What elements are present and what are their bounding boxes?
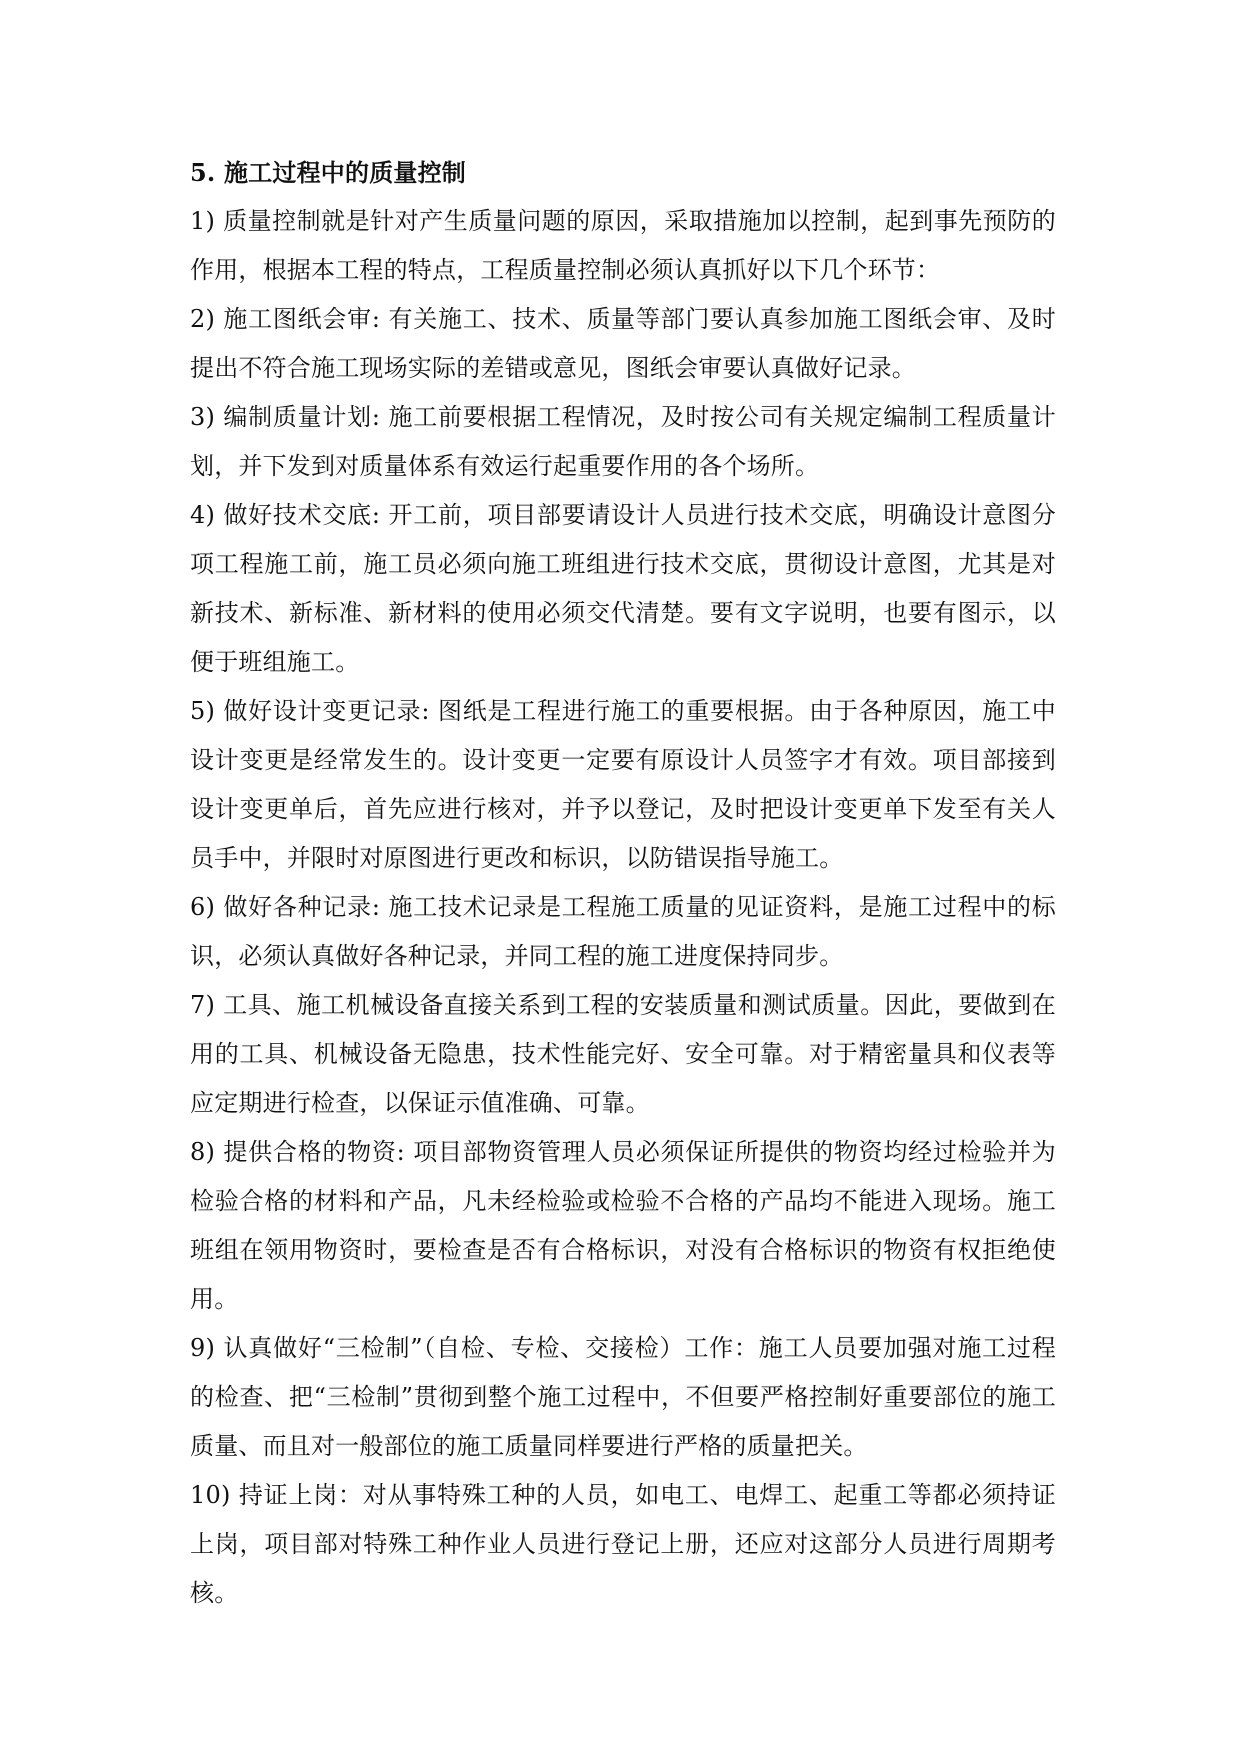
document-body [190,148,1056,1618]
paragraph-5: 5) 做好设计变更记录: 图纸是工程进行施工的重要根据。由于各种原因，施工中设计变更是经常发生的。设计变更一定要有原设计人员签字才有效。项目部接到设计变更单后，首先应进行核对，并予以登记，及时把设计变更单下发至有关人员手中，并限时对原图进行更改和标识，以防错误指导施工。 [190,697,1056,872]
section-heading: 5. 施工过程中的质量控制 [190,158,467,187]
paragraph-10: 10) 持证上岗：对从事特殊工种的人员，如电工、电焊工、起重工等都必须持证上岗，项目部对特殊工种作业人员进行登记上册，还应对这部分人员进行周期考核。 [190,1481,1056,1607]
paragraph-7: 7) 工具、施工机械设备直接关系到工程的安装质量和测试质量。因此，要做到在用的工具、机械设备无隐患，技术性能完好、安全可靠。对于精密量具和仪表等应定期进行检查，以保证示值准确、可靠。 [190,991,1056,1117]
paragraph-6: 6) 做好各种记录: 施工技术记录是工程施工质量的见证资料，是施工过程中的标识，必须认真做好各种记录，并同工程的施工进度保持同步。 [190,893,1056,970]
paragraph-9: 9) 认真做好“三检制”（自检、专检、交接检）工作：施工人员要加强对施工过程的检查、把“三检制”贯彻到整个施工过程中，不但要严格控制好重要部位的施工质量、而且对一般部位的施工质量同样要进行严格的质量把关。 [190,1334,1056,1460]
paragraph-2: 2) 施工图纸会审: 有关施工、技术、质量等部门要认真参加施工图纸会审、及时提出不符合施工现场实际的差错或意见，图纸会审要认真做好记录。 [190,305,1056,382]
paragraph-8: 8) 提供合格的物资: 项目部物资管理人员必须保证所提供的物资均经过检验并为检验合格的材料和产品，凡未经检验或检验不合格的产品均不能进入现场。施工班组在领用物资时，要检查是否有合格标识，对没有合格标识的物资有权拒绝使用。 [190,1138,1056,1313]
paragraph-1: 1) 质量控制就是针对产生质量问题的原因，采取措施加以控制，起到事先预防的作用，根据本工程的特点，工程质量控制必须认真抓好以下几个环节： [190,207,1056,284]
paragraph-3: 3) 编制质量计划: 施工前要根据工程情况，及时按公司有关规定编制工程质量计划，并下发到对质量体系有效运行起重要作用的各个场所。 [190,403,1056,480]
paragraph-4: 4) 做好技术交底: 开工前，项目部要请设计人员进行技术交底，明确设计意图分项工程施工前，施工员必须向施工班组进行技术交底，贯彻设计意图，尤其是对新技术、新标准、新材料的使用必须交代清楚。要有文字说明，也要有图示，以便于班组施工。 [190,501,1056,676]
